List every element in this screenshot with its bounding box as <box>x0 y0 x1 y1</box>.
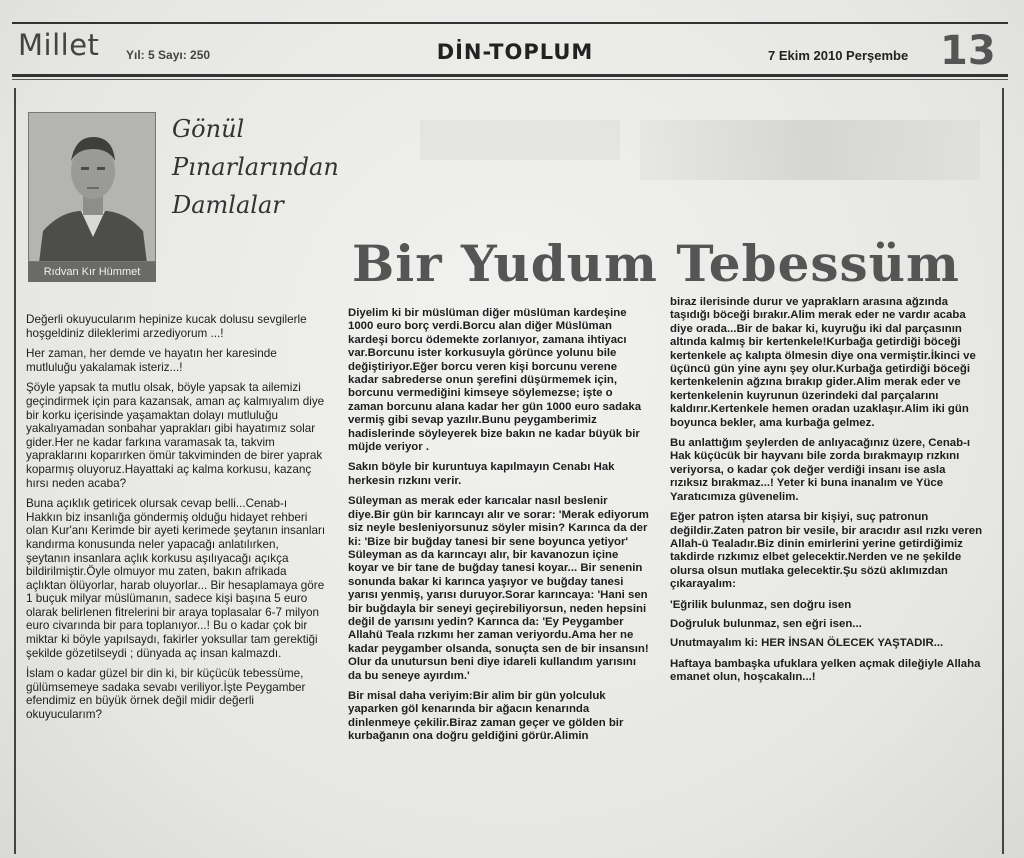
column-title-line-3: Damlalar <box>172 191 284 219</box>
header-rule-bottom <box>12 74 1008 77</box>
column-title-line-1: Gönül <box>172 115 245 143</box>
paragraph: Bir misal daha veriyim:Bir alim bir gün yolculuk yaparken göl kenarında bir ağacın kenarında dinlenmeye çekilir.Biraz zaman geçer ve gölden bir kurbağanın ona doğru geldiğini görür.Alimin <box>348 689 624 743</box>
quote-line-2: Doğruluk bulunmaz, sen eğri isen... <box>670 617 862 630</box>
paragraph: Bu anlattığım şeylerden de anlıyacağınız üzere, Cenab-ı Hak küçücük bir hayvanı bile zorda bırakmayıp rızkını veriyorsa, o kadar çok değer verdiği insanı ise asla rızıksız bırakmaz...! Yeter ki buna inanalım ve Yüce Yaratıcımıza güvenelim. <box>670 437 971 503</box>
column-title-line-2: Pınarlarından <box>172 153 339 181</box>
issue-info: Yıl: 5 Sayı: 250 <box>126 48 211 62</box>
paragraph: Diyelim ki bir müslüman diğer müslüman kardeşine 1000 euro borç verdi.Borcu alan diğer Müslüman kardeşi borcu ödemekte zorlanıyor, zamana ihtiyacı var.Borcunu ister korkusuyla görünce yolunu bile değiştiriyor.Eğer borcu veren kişi borcunu verene kadar sabrederse onun şerefini düşürmemek için, borcunu vermediğini kimseye söylemezse; işte o zaman borcunu alana kadar her gün 1000 euro sadaka vermiş gibi sevap yazılır.Bunu peygamberimiz hadislerinde söyleyerek bize bakın ne kadar büyük bir müjde veriyor . <box>348 307 642 454</box>
column-title <box>172 110 339 224</box>
paragraph: Her zaman, her demde ve hayatın her karesinde mutluluğu yakalamak isteriz...! <box>26 347 277 374</box>
page-number: 13 <box>940 28 996 74</box>
paragraph: Unutmayalım ki: HER İNSAN ÖLECEK YAŞTADIR... <box>670 637 944 650</box>
paragraph: Değerli okuyucularım hepinize kucak dolusu sevgilerle hoşgeldiniz dileklerimi arzediyorum ...! <box>26 313 307 340</box>
paragraph: Eğer patron işten atarsa bir kişiyi, suç patronun değildir.Zaten patron bir vesile, bir aracıdır asıl rızkı veren Allah-ü Tealadır.Biz dinin emirlerini yerine getirdiğimiz takdirde rızkımız elbet gelecektir.Nerden ve ne şekilde olursa olsun mutlaka gelecektir.Şu sözü aklımızdan çıkarayalım: <box>670 511 983 591</box>
paragraph: Buna açıklık getiricek olursak cevap belli...Cenab-ı Hakkın biz insanlığa göndermiş olduğu hidayet rehberi olan Kur'anı Kerimde bir ayeti kerimede şeytanın insanları kandırma konusunda neler yapacağı anlatılırken, şeytanın insanlara açlık korkusu aşılıyacağı açıkça bildirilmiştir.Öyle olmuyor mu zaten, bakın afrikada açlıktan ölüyorlar, harab oluyorlar... Bir hesaplamaya göre 1 buçuk milyar müslümanın, sadece kişi başına 5 euro olarak belirlenen fitrelerini bir araya toplasalar 6-7 milyon euro civarında bir para toplanıyor...! Bu o kadar çok bir miktar ki böyle yapılsaydı, fakirler yoksullar tam gerektiği şekilde gözetilseydi ; dünyada aç insan kalmazdı. <box>26 497 326 660</box>
header-rule-thin <box>12 79 1008 80</box>
paragraph: Sakın böyle bir kuruntuya kapılmayın Cenabı Hak herkesin rızkını verir. <box>348 461 615 487</box>
article-column-1 <box>26 313 326 729</box>
article-column-2 <box>348 307 650 751</box>
paragraph: biraz ilerisinde durur ve yapraklarn arasına ağzında taşıdığı böceği bırakır.Alim merak eder ne vardır acaba diye orada...Bir de bakar ki, kuyruğu iki dal parçasının altında kalmış bir kertenkele!Kurbağa getirdiği böceği kertenkele aç kalıpta ölmesin diye ona vermiştir.İkinci ve üçüncü gün yine aynı şey olur.Kurbağa getirdiği böceği kertenkelenin ağzına bırakıp gider.Alim merak eder ve kertenkelenin kuyrunun üzerindeki dal parçalarını kaldırır.Kertenkele hemen oradan uzaklaşır.Alim iki gün boyunca bekler, ama kurbağa gelmez. <box>670 296 976 429</box>
masthead: Millet <box>18 28 100 62</box>
header-rule-top <box>12 22 1008 24</box>
quote-line-1: 'Eğrilik bulunmaz, sen doğru isen <box>670 598 852 611</box>
show-through-shade <box>640 120 980 180</box>
issue-date: 7 Ekim 2010 Perşembe <box>768 48 909 63</box>
article-column-3 <box>670 296 986 692</box>
closing-paragraph: Haftaya bambaşka ufuklara yelken açmak dileğiyle Allaha emanet olun, hoşcakalın...! <box>670 657 981 684</box>
paragraph: Süleyman as merak eder karıcalar nasıl beslenir diye.Bir gün bir karıncayı alır ve sorar: 'Merak ediyorum siz neyle besleniyorsunuz söyler misin? Karınca da der ki: 'Bize bir buğday tanesi bir sene boyunca yetiyor' Süleyman as da karıncayı alır, bir kavanozun içine koyar ve bir tane de buğday tanesi koyar... Bir senenin sonunda bakar ki karınca yaşıyor ve buğday tanesi yarısı yenmiş, yarısı duruyor.Sorar karıncaya: 'Hani sen bir buğdayla bir seneyi geçirebiliyorsun, neden hepsini değil de yarısını yedin? Karınca da: 'Ey Peygamber Allahü Teala rızkımı her zaman veriyordu.Ama her ne kadar peygamber olsanda, sonuçta sen de bir insansın! Olur da unutursun beni diye idareli kullandım yarısını da bu seneye ayırdım.' <box>348 495 649 682</box>
show-through-shade-2 <box>420 120 620 160</box>
author-photo <box>28 112 156 262</box>
author-name: Rıdvan Kır Hümmet <box>28 262 156 282</box>
paragraph: İslam o kadar güzel bir din ki, bir küçücük tebessüme, gülümsemeye sadaka sevabı veriliyor.İşte Peygamber efendimiz en büyük örnek değil midir değerli okuyucularım? <box>26 667 306 722</box>
section-title: DİN-TOPLUM <box>436 40 594 64</box>
author-portrait-icon <box>29 113 156 262</box>
paragraph: Şöyle yapsak ta mutlu olsak, böyle yapsak ta ailemizi geçindirmek için para kazansak, aman aç kalmıyalım diye bir korku içerisinde yaşamaktan dolayı mutluluğu yakalıyamadan sonbahar yaprakları gibi hayatımız solar gider.Her ne kadar farkına varamasak ta, takvim yapraklarını koparırken ömür takviminden de birer yaprak koparmış oluyoruz.Hayattaki aç kalma korkusu, kazanç hırsı neden acaba? <box>26 381 325 490</box>
article-headline: Bir Yudum Tebessüm <box>352 234 960 293</box>
